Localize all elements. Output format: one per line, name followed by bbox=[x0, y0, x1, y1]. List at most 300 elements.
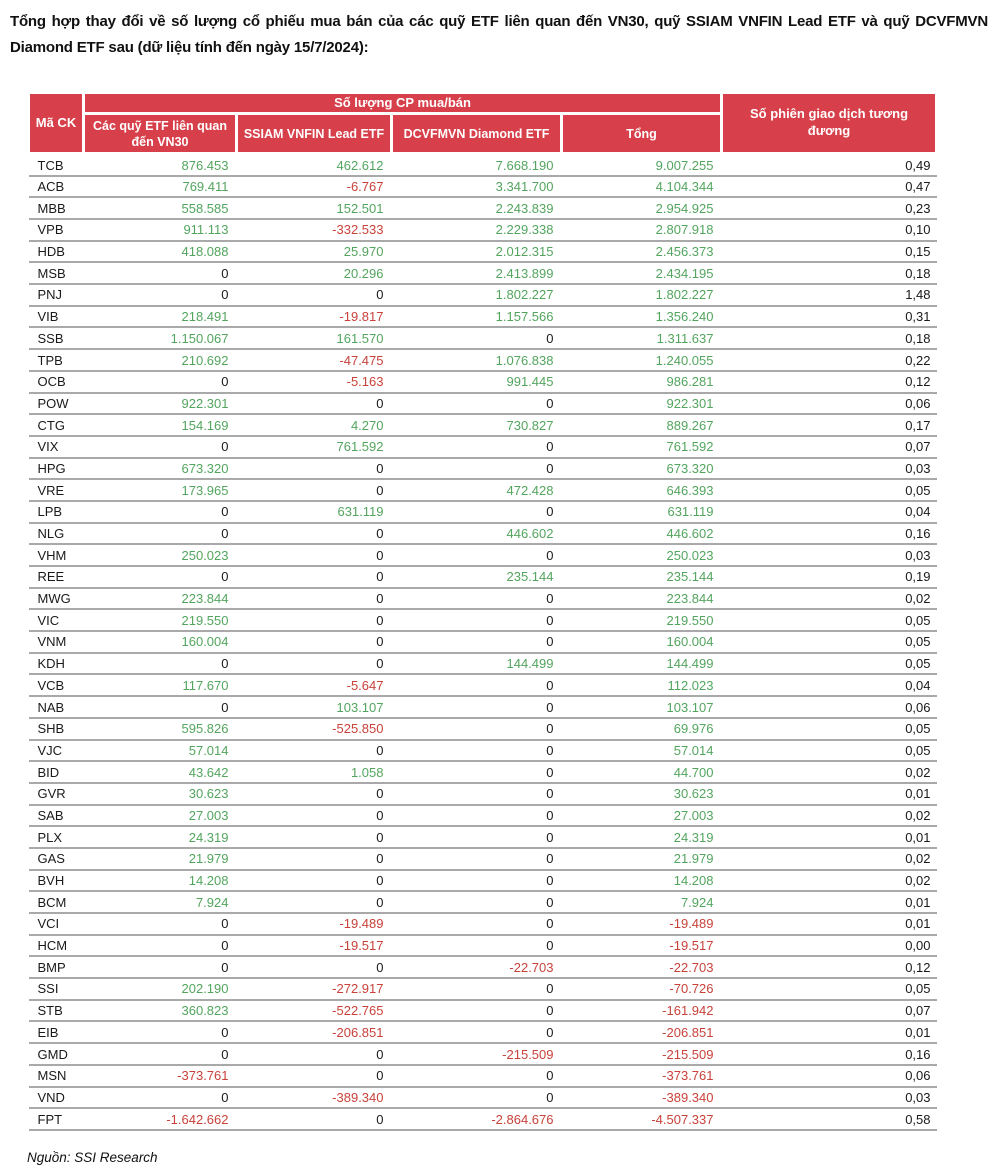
table-row bbox=[29, 740, 937, 762]
ssiam-value-cell: 0 bbox=[237, 1065, 392, 1087]
ticker-cell: GAS bbox=[29, 848, 84, 870]
ssiam-value-cell: 462.612 bbox=[237, 154, 392, 176]
table-row bbox=[29, 327, 937, 349]
vn30-value-cell: 0 bbox=[84, 913, 237, 935]
ticker-cell: SSI bbox=[29, 978, 84, 1000]
vn30-value-cell: 117.670 bbox=[84, 674, 237, 696]
ticker-cell: VNM bbox=[29, 631, 84, 653]
diamond-value-cell: 0 bbox=[392, 609, 562, 631]
total-value-cell: 14.208 bbox=[562, 870, 722, 892]
ssiam-value-cell: 0 bbox=[237, 523, 392, 545]
table-row bbox=[29, 197, 937, 219]
vn30-value-cell: 876.453 bbox=[84, 154, 237, 176]
table-row bbox=[29, 241, 937, 263]
table-row bbox=[29, 566, 937, 588]
total-value-cell: 30.623 bbox=[562, 783, 722, 805]
total-value-cell: 235.144 bbox=[562, 566, 722, 588]
vn30-value-cell: -1.642.662 bbox=[84, 1108, 237, 1130]
total-value-cell: 631.119 bbox=[562, 501, 722, 523]
total-value-cell: 21.979 bbox=[562, 848, 722, 870]
table-row bbox=[29, 609, 937, 631]
total-value-cell: 2.434.195 bbox=[562, 262, 722, 284]
table-row bbox=[29, 349, 937, 371]
ticker-cell: KDH bbox=[29, 653, 84, 675]
ticker-cell: LPB bbox=[29, 501, 84, 523]
total-value-cell: 250.023 bbox=[562, 544, 722, 566]
table-row bbox=[29, 1000, 937, 1022]
diamond-value-cell: 2.243.839 bbox=[392, 197, 562, 219]
column-header-ssiam-vnfin-lead-etf: SSIAM VNFIN Lead ETF bbox=[237, 114, 392, 154]
diamond-value-cell: 7.668.190 bbox=[392, 154, 562, 176]
total-value-cell: 922.301 bbox=[562, 393, 722, 415]
vn30-value-cell: 558.585 bbox=[84, 197, 237, 219]
sessions-value-cell: 0,05 bbox=[722, 609, 937, 631]
vn30-value-cell: 0 bbox=[84, 501, 237, 523]
ticker-cell: GVR bbox=[29, 783, 84, 805]
table-row bbox=[29, 978, 937, 1000]
total-value-cell: 44.700 bbox=[562, 761, 722, 783]
ticker-cell: POW bbox=[29, 393, 84, 415]
ssiam-value-cell: 0 bbox=[237, 848, 392, 870]
diamond-value-cell: 0 bbox=[392, 740, 562, 762]
table-row bbox=[29, 783, 937, 805]
ticker-cell: PLX bbox=[29, 826, 84, 848]
sessions-value-cell: 0,04 bbox=[722, 501, 937, 523]
ssiam-value-cell: 0 bbox=[237, 479, 392, 501]
vn30-value-cell: 595.826 bbox=[84, 718, 237, 740]
ssiam-value-cell: -389.340 bbox=[237, 1087, 392, 1109]
total-value-cell: -389.340 bbox=[562, 1087, 722, 1109]
total-value-cell: 2.456.373 bbox=[562, 241, 722, 263]
diamond-value-cell: 2.229.338 bbox=[392, 219, 562, 241]
sessions-value-cell: 0,31 bbox=[722, 306, 937, 328]
vn30-value-cell: 0 bbox=[84, 1043, 237, 1065]
table-row bbox=[29, 826, 937, 848]
diamond-value-cell: 991.445 bbox=[392, 371, 562, 393]
ticker-cell: ACB bbox=[29, 176, 84, 198]
vn30-value-cell: 223.844 bbox=[84, 588, 237, 610]
ssiam-value-cell: 0 bbox=[237, 1043, 392, 1065]
ticker-cell: PNJ bbox=[29, 284, 84, 306]
sessions-value-cell: 1,48 bbox=[722, 284, 937, 306]
vn30-value-cell: 911.113 bbox=[84, 219, 237, 241]
sessions-value-cell: 0,10 bbox=[722, 219, 937, 241]
sessions-value-cell: 0,16 bbox=[722, 1043, 937, 1065]
table-row bbox=[29, 371, 937, 393]
diamond-value-cell: 0 bbox=[392, 978, 562, 1000]
diamond-value-cell: 0 bbox=[392, 588, 562, 610]
table-row bbox=[29, 501, 937, 523]
diamond-value-cell: 0 bbox=[392, 891, 562, 913]
sessions-value-cell: 0,03 bbox=[722, 544, 937, 566]
diamond-value-cell: 0 bbox=[392, 848, 562, 870]
ticker-cell: VIB bbox=[29, 306, 84, 328]
ticker-cell: MSB bbox=[29, 262, 84, 284]
diamond-value-cell: 0 bbox=[392, 718, 562, 740]
diamond-value-cell: 144.499 bbox=[392, 653, 562, 675]
ssiam-value-cell: 0 bbox=[237, 870, 392, 892]
ticker-cell: VCI bbox=[29, 913, 84, 935]
ssiam-value-cell: 0 bbox=[237, 826, 392, 848]
ticker-cell: REE bbox=[29, 566, 84, 588]
total-value-cell: 1.240.055 bbox=[562, 349, 722, 371]
diamond-value-cell: 0 bbox=[392, 1021, 562, 1043]
vn30-value-cell: 0 bbox=[84, 1021, 237, 1043]
vn30-value-cell: 922.301 bbox=[84, 393, 237, 415]
sessions-value-cell: 0,22 bbox=[722, 349, 937, 371]
ticker-cell: VRE bbox=[29, 479, 84, 501]
table-row bbox=[29, 588, 937, 610]
sessions-value-cell: 0,03 bbox=[722, 1087, 937, 1109]
diamond-value-cell: 0 bbox=[392, 501, 562, 523]
table-row bbox=[29, 696, 937, 718]
ssiam-value-cell: -47.475 bbox=[237, 349, 392, 371]
ticker-cell: NLG bbox=[29, 523, 84, 545]
sessions-value-cell: 0,05 bbox=[722, 740, 937, 762]
table-row bbox=[29, 653, 937, 675]
table-row bbox=[29, 1108, 937, 1130]
ticker-cell: TPB bbox=[29, 349, 84, 371]
sessions-value-cell: 0,18 bbox=[722, 327, 937, 349]
diamond-value-cell: 1.157.566 bbox=[392, 306, 562, 328]
table-row bbox=[29, 805, 937, 827]
ticker-cell: OCB bbox=[29, 371, 84, 393]
ssiam-value-cell: 20.296 bbox=[237, 262, 392, 284]
ticker-cell: BMP bbox=[29, 956, 84, 978]
total-value-cell: 1.311.637 bbox=[562, 327, 722, 349]
column-header-equivalent-sessions: Số phiên giao dịch tương đương bbox=[722, 92, 937, 154]
table-row bbox=[29, 848, 937, 870]
sessions-value-cell: 0,17 bbox=[722, 414, 937, 436]
diamond-value-cell: 0 bbox=[392, 1087, 562, 1109]
vn30-value-cell: 219.550 bbox=[84, 609, 237, 631]
vn30-value-cell: 1.150.067 bbox=[84, 327, 237, 349]
table-row bbox=[29, 870, 937, 892]
ticker-cell: VIC bbox=[29, 609, 84, 631]
vn30-value-cell: 160.004 bbox=[84, 631, 237, 653]
total-value-cell: 160.004 bbox=[562, 631, 722, 653]
diamond-value-cell: 0 bbox=[392, 631, 562, 653]
table-row bbox=[29, 913, 937, 935]
table-row bbox=[29, 1043, 937, 1065]
ssiam-value-cell: -5.163 bbox=[237, 371, 392, 393]
total-value-cell: -206.851 bbox=[562, 1021, 722, 1043]
total-value-cell: -22.703 bbox=[562, 956, 722, 978]
table-row bbox=[29, 956, 937, 978]
sessions-value-cell: 0,05 bbox=[722, 653, 937, 675]
ssiam-value-cell: 0 bbox=[237, 609, 392, 631]
etf-flows-table bbox=[27, 91, 938, 1131]
sessions-value-cell: 0,06 bbox=[722, 696, 937, 718]
sessions-value-cell: 0,01 bbox=[722, 913, 937, 935]
diamond-value-cell: 0 bbox=[392, 826, 562, 848]
source-attribution: Nguồn: SSI Research bbox=[27, 1149, 158, 1165]
vn30-value-cell: 173.965 bbox=[84, 479, 237, 501]
table-row bbox=[29, 1021, 937, 1043]
ssiam-value-cell: 0 bbox=[237, 783, 392, 805]
total-value-cell: -19.489 bbox=[562, 913, 722, 935]
total-value-cell: -70.726 bbox=[562, 978, 722, 1000]
table-body bbox=[29, 154, 937, 1130]
ssiam-value-cell: 761.592 bbox=[237, 436, 392, 458]
total-value-cell: 24.319 bbox=[562, 826, 722, 848]
ticker-cell: MSN bbox=[29, 1065, 84, 1087]
ticker-cell: SSB bbox=[29, 327, 84, 349]
ssiam-value-cell: 0 bbox=[237, 653, 392, 675]
total-value-cell: -161.942 bbox=[562, 1000, 722, 1022]
diamond-value-cell: 1.076.838 bbox=[392, 349, 562, 371]
ticker-cell: EIB bbox=[29, 1021, 84, 1043]
vn30-value-cell: 250.023 bbox=[84, 544, 237, 566]
ssiam-value-cell: 0 bbox=[237, 805, 392, 827]
diamond-value-cell: -22.703 bbox=[392, 956, 562, 978]
sessions-value-cell: 0,02 bbox=[722, 848, 937, 870]
sessions-value-cell: 0,01 bbox=[722, 826, 937, 848]
vn30-value-cell: 0 bbox=[84, 956, 237, 978]
vn30-value-cell: 0 bbox=[84, 436, 237, 458]
sessions-value-cell: 0,07 bbox=[722, 1000, 937, 1022]
ticker-cell: TCB bbox=[29, 154, 84, 176]
table-row bbox=[29, 1065, 937, 1087]
ticker-cell: VIX bbox=[29, 436, 84, 458]
total-value-cell: 69.976 bbox=[562, 718, 722, 740]
ssiam-value-cell: -19.517 bbox=[237, 935, 392, 957]
total-value-cell: 673.320 bbox=[562, 458, 722, 480]
total-value-cell: 986.281 bbox=[562, 371, 722, 393]
ticker-cell: BCM bbox=[29, 891, 84, 913]
sessions-value-cell: 0,02 bbox=[722, 588, 937, 610]
vn30-value-cell: 0 bbox=[84, 284, 237, 306]
total-value-cell: -215.509 bbox=[562, 1043, 722, 1065]
vn30-value-cell: 202.190 bbox=[84, 978, 237, 1000]
diamond-value-cell: 1.802.227 bbox=[392, 284, 562, 306]
diamond-value-cell: 0 bbox=[392, 674, 562, 696]
total-value-cell: 646.393 bbox=[562, 479, 722, 501]
vn30-value-cell: 43.642 bbox=[84, 761, 237, 783]
ssiam-value-cell: 25.970 bbox=[237, 241, 392, 263]
diamond-value-cell: 0 bbox=[392, 805, 562, 827]
ssiam-value-cell: 0 bbox=[237, 544, 392, 566]
diamond-value-cell: 0 bbox=[392, 870, 562, 892]
table-row bbox=[29, 674, 937, 696]
diamond-value-cell: 0 bbox=[392, 783, 562, 805]
sessions-value-cell: 0,18 bbox=[722, 262, 937, 284]
sessions-value-cell: 0,19 bbox=[722, 566, 937, 588]
sessions-value-cell: 0,06 bbox=[722, 393, 937, 415]
sessions-value-cell: 0,07 bbox=[722, 436, 937, 458]
ssiam-value-cell: 631.119 bbox=[237, 501, 392, 523]
ssiam-value-cell: -332.533 bbox=[237, 219, 392, 241]
diamond-value-cell: 0 bbox=[392, 458, 562, 480]
total-value-cell: 446.602 bbox=[562, 523, 722, 545]
sessions-value-cell: 0,04 bbox=[722, 674, 937, 696]
diamond-value-cell: 0 bbox=[392, 327, 562, 349]
vn30-value-cell: 30.623 bbox=[84, 783, 237, 805]
diamond-value-cell: 472.428 bbox=[392, 479, 562, 501]
total-value-cell: -4.507.337 bbox=[562, 1108, 722, 1130]
vn30-value-cell: 0 bbox=[84, 935, 237, 957]
table-row bbox=[29, 219, 937, 241]
sessions-value-cell: 0,01 bbox=[722, 783, 937, 805]
table-row bbox=[29, 414, 937, 436]
diamond-value-cell: 0 bbox=[392, 696, 562, 718]
ssiam-value-cell: -272.917 bbox=[237, 978, 392, 1000]
table-row bbox=[29, 176, 937, 198]
vn30-value-cell: 0 bbox=[84, 566, 237, 588]
sessions-value-cell: 0,02 bbox=[722, 870, 937, 892]
vn30-value-cell: 0 bbox=[84, 523, 237, 545]
diamond-value-cell: -215.509 bbox=[392, 1043, 562, 1065]
sessions-value-cell: 0,03 bbox=[722, 458, 937, 480]
total-value-cell: 1.356.240 bbox=[562, 306, 722, 328]
vn30-value-cell: 24.319 bbox=[84, 826, 237, 848]
vn30-value-cell: 7.924 bbox=[84, 891, 237, 913]
sessions-value-cell: 0,58 bbox=[722, 1108, 937, 1130]
vn30-value-cell: 769.411 bbox=[84, 176, 237, 198]
total-value-cell: 27.003 bbox=[562, 805, 722, 827]
ssiam-value-cell: -19.817 bbox=[237, 306, 392, 328]
ticker-cell: HPG bbox=[29, 458, 84, 480]
ssiam-value-cell: 0 bbox=[237, 284, 392, 306]
vn30-value-cell: 14.208 bbox=[84, 870, 237, 892]
sessions-value-cell: 0,01 bbox=[722, 1021, 937, 1043]
vn30-value-cell: 21.979 bbox=[84, 848, 237, 870]
table-row bbox=[29, 935, 937, 957]
vn30-value-cell: 0 bbox=[84, 262, 237, 284]
sessions-value-cell: 0,05 bbox=[722, 631, 937, 653]
table-row bbox=[29, 544, 937, 566]
table-row bbox=[29, 718, 937, 740]
vn30-value-cell: 27.003 bbox=[84, 805, 237, 827]
ssiam-value-cell: 0 bbox=[237, 956, 392, 978]
column-header-ticker: Mã CK bbox=[29, 92, 84, 154]
table-row bbox=[29, 436, 937, 458]
ssiam-value-cell: 0 bbox=[237, 740, 392, 762]
ticker-cell: VCB bbox=[29, 674, 84, 696]
vn30-value-cell: 0 bbox=[84, 653, 237, 675]
ticker-cell: MBB bbox=[29, 197, 84, 219]
diamond-value-cell: -2.864.676 bbox=[392, 1108, 562, 1130]
table-row bbox=[29, 479, 937, 501]
column-header-vn30-etfs: Các quỹ ETF liên quan đến VN30 bbox=[84, 114, 237, 154]
diamond-value-cell: 446.602 bbox=[392, 523, 562, 545]
vn30-value-cell: -373.761 bbox=[84, 1065, 237, 1087]
total-value-cell: 2.807.918 bbox=[562, 219, 722, 241]
diamond-value-cell: 0 bbox=[392, 913, 562, 935]
sessions-value-cell: 0,05 bbox=[722, 978, 937, 1000]
diamond-value-cell: 0 bbox=[392, 935, 562, 957]
ticker-cell: NAB bbox=[29, 696, 84, 718]
sessions-value-cell: 0,16 bbox=[722, 523, 937, 545]
ssiam-value-cell: -19.489 bbox=[237, 913, 392, 935]
ticker-cell: VJC bbox=[29, 740, 84, 762]
ssiam-value-cell: 152.501 bbox=[237, 197, 392, 219]
vn30-value-cell: 154.169 bbox=[84, 414, 237, 436]
ssiam-value-cell: 0 bbox=[237, 458, 392, 480]
page-title: Tổng hợp thay đổi về số lượng cổ phiếu mua bán của các quỹ ETF liên quan đến VN30, quỹ SSIAM VNFIN Lead ETF và quỹ DCVFMVN Diamond ETF sau (dữ liệu tính đến ngày 15/7/2024): bbox=[10, 13, 988, 56]
ssiam-value-cell: 0 bbox=[237, 631, 392, 653]
total-value-cell: 2.954.925 bbox=[562, 197, 722, 219]
diamond-value-cell: 235.144 bbox=[392, 566, 562, 588]
sessions-value-cell: 0,23 bbox=[722, 197, 937, 219]
diamond-value-cell: 3.341.700 bbox=[392, 176, 562, 198]
ticker-cell: HCM bbox=[29, 935, 84, 957]
table-row bbox=[29, 284, 937, 306]
total-value-cell: -373.761 bbox=[562, 1065, 722, 1087]
total-value-cell: 144.499 bbox=[562, 653, 722, 675]
vn30-value-cell: 57.014 bbox=[84, 740, 237, 762]
total-value-cell: 761.592 bbox=[562, 436, 722, 458]
table-row bbox=[29, 631, 937, 653]
table-row bbox=[29, 523, 937, 545]
table-row bbox=[29, 458, 937, 480]
ticker-cell: VPB bbox=[29, 219, 84, 241]
sessions-value-cell: 0,12 bbox=[722, 956, 937, 978]
total-value-cell: 57.014 bbox=[562, 740, 722, 762]
ssiam-value-cell: 0 bbox=[237, 393, 392, 415]
vn30-value-cell: 418.088 bbox=[84, 241, 237, 263]
column-group-header-shares-traded: Số lượng CP mua/bán bbox=[84, 92, 722, 114]
vn30-value-cell: 360.823 bbox=[84, 1000, 237, 1022]
diamond-value-cell: 730.827 bbox=[392, 414, 562, 436]
vn30-value-cell: 0 bbox=[84, 696, 237, 718]
ticker-cell: VHM bbox=[29, 544, 84, 566]
total-value-cell: 889.267 bbox=[562, 414, 722, 436]
total-value-cell: 223.844 bbox=[562, 588, 722, 610]
vn30-value-cell: 0 bbox=[84, 371, 237, 393]
sessions-value-cell: 0,02 bbox=[722, 761, 937, 783]
total-value-cell: 4.104.344 bbox=[562, 176, 722, 198]
total-value-cell: 219.550 bbox=[562, 609, 722, 631]
total-value-cell: 112.023 bbox=[562, 674, 722, 696]
ssiam-value-cell: -206.851 bbox=[237, 1021, 392, 1043]
diamond-value-cell: 0 bbox=[392, 761, 562, 783]
vn30-value-cell: 210.692 bbox=[84, 349, 237, 371]
ssiam-value-cell: 0 bbox=[237, 891, 392, 913]
sessions-value-cell: 0,05 bbox=[722, 718, 937, 740]
total-value-cell: 7.924 bbox=[562, 891, 722, 913]
table-row bbox=[29, 154, 937, 176]
vn30-value-cell: 673.320 bbox=[84, 458, 237, 480]
diamond-value-cell: 0 bbox=[392, 436, 562, 458]
table-row bbox=[29, 1087, 937, 1109]
ticker-cell: MWG bbox=[29, 588, 84, 610]
sessions-value-cell: 0,49 bbox=[722, 154, 937, 176]
ticker-cell: HDB bbox=[29, 241, 84, 263]
ticker-cell: SAB bbox=[29, 805, 84, 827]
diamond-value-cell: 0 bbox=[392, 1065, 562, 1087]
ticker-cell: CTG bbox=[29, 414, 84, 436]
ssiam-value-cell: 1.058 bbox=[237, 761, 392, 783]
total-value-cell: 103.107 bbox=[562, 696, 722, 718]
vn30-value-cell: 0 bbox=[84, 1087, 237, 1109]
table-row bbox=[29, 761, 937, 783]
sessions-value-cell: 0,05 bbox=[722, 479, 937, 501]
ssiam-value-cell: 4.270 bbox=[237, 414, 392, 436]
ssiam-value-cell: -525.850 bbox=[237, 718, 392, 740]
ticker-cell: STB bbox=[29, 1000, 84, 1022]
table-header bbox=[29, 92, 937, 154]
ticker-cell: GMD bbox=[29, 1043, 84, 1065]
sessions-value-cell: 0,47 bbox=[722, 176, 937, 198]
table-row bbox=[29, 393, 937, 415]
sessions-value-cell: 0,02 bbox=[722, 805, 937, 827]
ticker-cell: BVH bbox=[29, 870, 84, 892]
column-header-total: Tổng bbox=[562, 114, 722, 154]
diamond-value-cell: 0 bbox=[392, 1000, 562, 1022]
ssiam-value-cell: 0 bbox=[237, 1108, 392, 1130]
ssiam-value-cell: 161.570 bbox=[237, 327, 392, 349]
